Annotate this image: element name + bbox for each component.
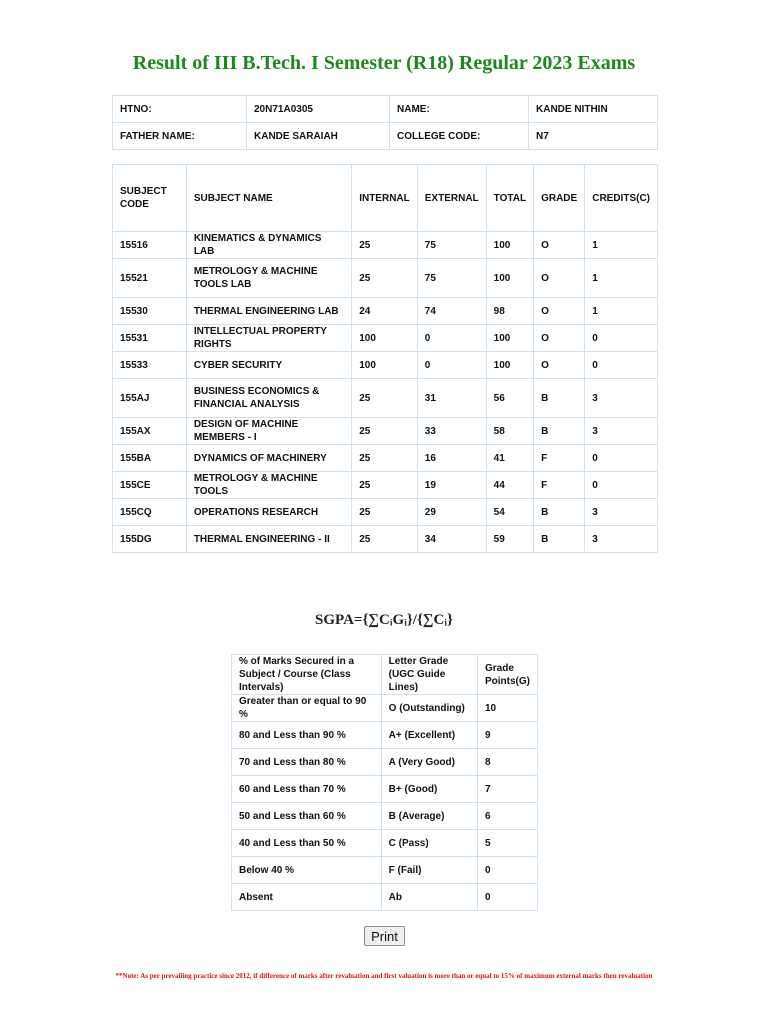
grade-cell: F xyxy=(534,445,585,472)
page-title: Result of III B.Tech. I Semester (R18) Regular 2023 Exams xyxy=(132,52,636,74)
table-row xyxy=(113,379,658,418)
subject-name-cell: KINEMATICS & DYNAMICS LAB xyxy=(186,232,351,259)
marks-range-cell: Greater than or equal to 90 % xyxy=(232,695,382,722)
grade-cell: O xyxy=(534,232,585,259)
subject-code-cell: 155BA xyxy=(113,445,187,472)
name-value: KANDE NITHIN xyxy=(529,96,658,123)
subject-code-cell: 155DG xyxy=(113,526,187,553)
total-cell: 56 xyxy=(486,379,533,418)
external-cell: 0 xyxy=(417,352,486,379)
sgpa-formula: SGPA={∑CᵢGᵢ}/{∑Cᵢ} xyxy=(315,612,453,628)
internal-cell: 25 xyxy=(352,259,418,298)
credits-cell: 3 xyxy=(585,499,658,526)
internal-cell: 25 xyxy=(352,499,418,526)
column-header: INTERNAL xyxy=(352,165,418,232)
letter-grade-cell: A (Very Good) xyxy=(381,749,477,776)
grade-points-cell: 0 xyxy=(478,884,538,911)
subject-name-cell: THERMAL ENGINEERING - II xyxy=(186,526,351,553)
internal-cell: 24 xyxy=(352,298,418,325)
grade-cell: B xyxy=(534,418,585,445)
grade-points-cell: 7 xyxy=(478,776,538,803)
credits-cell: 0 xyxy=(585,352,658,379)
total-cell: 59 xyxy=(486,526,533,553)
column-header: % of Marks Secured in a Subject / Course (Class Intervals) xyxy=(232,655,382,695)
credits-cell: 3 xyxy=(585,379,658,418)
grade-points-cell: 0 xyxy=(478,857,538,884)
table-row xyxy=(113,298,658,325)
grade-points-cell: 5 xyxy=(478,830,538,857)
subject-code-cell: 155AX xyxy=(113,418,187,445)
father-name-value: KANDE SARAIAH xyxy=(247,123,390,150)
credits-cell: 1 xyxy=(585,298,658,325)
table-header-row xyxy=(232,655,538,695)
subject-code-cell: 15531 xyxy=(113,325,187,352)
subject-name-cell: METROLOGY & MACHINE TOOLS LAB xyxy=(186,259,351,298)
letter-grade-cell: Ab xyxy=(381,884,477,911)
subject-code-cell: 15530 xyxy=(113,298,187,325)
table-row xyxy=(113,259,658,298)
table-row xyxy=(232,749,538,776)
table-row xyxy=(113,445,658,472)
letter-grade-cell: B (Average) xyxy=(381,803,477,830)
table-row xyxy=(113,325,658,352)
credits-cell: 1 xyxy=(585,232,658,259)
grade-points-cell: 8 xyxy=(478,749,538,776)
name-label: NAME: xyxy=(390,96,529,123)
grade-points-cell: 9 xyxy=(478,722,538,749)
external-cell: 16 xyxy=(417,445,486,472)
student-info-table xyxy=(112,95,658,150)
table-row xyxy=(113,123,658,150)
total-cell: 41 xyxy=(486,445,533,472)
total-cell: 100 xyxy=(486,325,533,352)
external-cell: 29 xyxy=(417,499,486,526)
table-row xyxy=(113,418,658,445)
grade-cell: O xyxy=(534,259,585,298)
total-cell: 100 xyxy=(486,232,533,259)
subject-name-cell: BUSINESS ECONOMICS & FINANCIAL ANALYSIS xyxy=(186,379,351,418)
father-name-label: FATHER NAME: xyxy=(113,123,247,150)
table-row xyxy=(232,830,538,857)
subject-code-cell: 15516 xyxy=(113,232,187,259)
grade-cell: O xyxy=(534,325,585,352)
internal-cell: 100 xyxy=(352,325,418,352)
internal-cell: 25 xyxy=(352,379,418,418)
total-cell: 44 xyxy=(486,472,533,499)
column-header: EXTERNAL xyxy=(417,165,486,232)
grade-cell: F xyxy=(534,472,585,499)
column-header: Grade Points(G) xyxy=(478,655,538,695)
print-button[interactable]: Print xyxy=(364,926,405,946)
table-row xyxy=(232,884,538,911)
credits-cell: 3 xyxy=(585,418,658,445)
external-cell: 75 xyxy=(417,259,486,298)
college-code-label: COLLEGE CODE: xyxy=(390,123,529,150)
external-cell: 0 xyxy=(417,325,486,352)
subject-code-cell: 155CE xyxy=(113,472,187,499)
letter-grade-cell: A+ (Excellent) xyxy=(381,722,477,749)
marks-range-cell: Absent xyxy=(232,884,382,911)
internal-cell: 25 xyxy=(352,232,418,259)
marks-range-cell: 40 and Less than 50 % xyxy=(232,830,382,857)
table-row xyxy=(113,526,658,553)
subject-name-cell: CYBER SECURITY xyxy=(186,352,351,379)
subject-name-cell: DYNAMICS OF MACHINERY xyxy=(186,445,351,472)
table-row xyxy=(113,472,658,499)
subject-code-cell: 155CQ xyxy=(113,499,187,526)
marks-range-cell: 60 and Less than 70 % xyxy=(232,776,382,803)
grade-cell: O xyxy=(534,352,585,379)
marks-table xyxy=(112,164,658,553)
column-header: CREDITS(C) xyxy=(585,165,658,232)
letter-grade-cell: C (Pass) xyxy=(381,830,477,857)
external-cell: 34 xyxy=(417,526,486,553)
internal-cell: 25 xyxy=(352,472,418,499)
subject-name-cell: OPERATIONS RESEARCH xyxy=(186,499,351,526)
revaluation-note: **Note: As per prevailing practice since 2012, if difference of marks after revaluation and first valuation is more than or equal to 15% of maximum external marks then revaluation xyxy=(115,972,653,980)
marks-range-cell: 50 and Less than 60 % xyxy=(232,803,382,830)
subject-code-cell: 15533 xyxy=(113,352,187,379)
table-row xyxy=(232,776,538,803)
internal-cell: 100 xyxy=(352,352,418,379)
letter-grade-cell: B+ (Good) xyxy=(381,776,477,803)
letter-grade-cell: O (Outstanding) xyxy=(381,695,477,722)
marks-range-cell: Below 40 % xyxy=(232,857,382,884)
column-header: GRADE xyxy=(534,165,585,232)
external-cell: 31 xyxy=(417,379,486,418)
marks-range-cell: 80 and Less than 90 % xyxy=(232,722,382,749)
table-row xyxy=(232,857,538,884)
table-row xyxy=(113,352,658,379)
college-code-value: N7 xyxy=(529,123,658,150)
total-cell: 58 xyxy=(486,418,533,445)
credits-cell: 0 xyxy=(585,472,658,499)
credits-cell: 0 xyxy=(585,445,658,472)
column-header: SUBJECT CODE xyxy=(113,165,187,232)
table-row xyxy=(113,96,658,123)
subject-code-cell: 155AJ xyxy=(113,379,187,418)
grade-points-cell: 6 xyxy=(478,803,538,830)
external-cell: 33 xyxy=(417,418,486,445)
external-cell: 74 xyxy=(417,298,486,325)
subject-code-cell: 15521 xyxy=(113,259,187,298)
total-cell: 100 xyxy=(486,352,533,379)
table-row xyxy=(113,499,658,526)
column-header: SUBJECT NAME xyxy=(186,165,351,232)
subject-name-cell: INTELLECTUAL PROPERTY RIGHTS xyxy=(186,325,351,352)
table-row xyxy=(232,722,538,749)
external-cell: 19 xyxy=(417,472,486,499)
htno-label: HTNO: xyxy=(113,96,247,123)
total-cell: 100 xyxy=(486,259,533,298)
subject-name-cell: THERMAL ENGINEERING LAB xyxy=(186,298,351,325)
credits-cell: 3 xyxy=(585,526,658,553)
credits-cell: 0 xyxy=(585,325,658,352)
table-row xyxy=(232,803,538,830)
grade-points-cell: 10 xyxy=(478,695,538,722)
subject-name-cell: METROLOGY & MACHINE TOOLS xyxy=(186,472,351,499)
table-row xyxy=(232,695,538,722)
grade-scale-table xyxy=(231,654,538,911)
external-cell: 75 xyxy=(417,232,486,259)
grade-cell: B xyxy=(534,526,585,553)
grade-cell: B xyxy=(534,499,585,526)
marks-range-cell: 70 and Less than 80 % xyxy=(232,749,382,776)
credits-cell: 1 xyxy=(585,259,658,298)
subject-name-cell: DESIGN OF MACHINE MEMBERS - I xyxy=(186,418,351,445)
internal-cell: 25 xyxy=(352,445,418,472)
table-header-row xyxy=(113,165,658,232)
internal-cell: 25 xyxy=(352,526,418,553)
grade-cell: B xyxy=(534,379,585,418)
table-row xyxy=(113,232,658,259)
internal-cell: 25 xyxy=(352,418,418,445)
column-header: Letter Grade (UGC Guide Lines) xyxy=(381,655,477,695)
htno-value: 20N71A0305 xyxy=(247,96,390,123)
total-cell: 98 xyxy=(486,298,533,325)
total-cell: 54 xyxy=(486,499,533,526)
letter-grade-cell: F (Fail) xyxy=(381,857,477,884)
grade-cell: O xyxy=(534,298,585,325)
column-header: TOTAL xyxy=(486,165,533,232)
